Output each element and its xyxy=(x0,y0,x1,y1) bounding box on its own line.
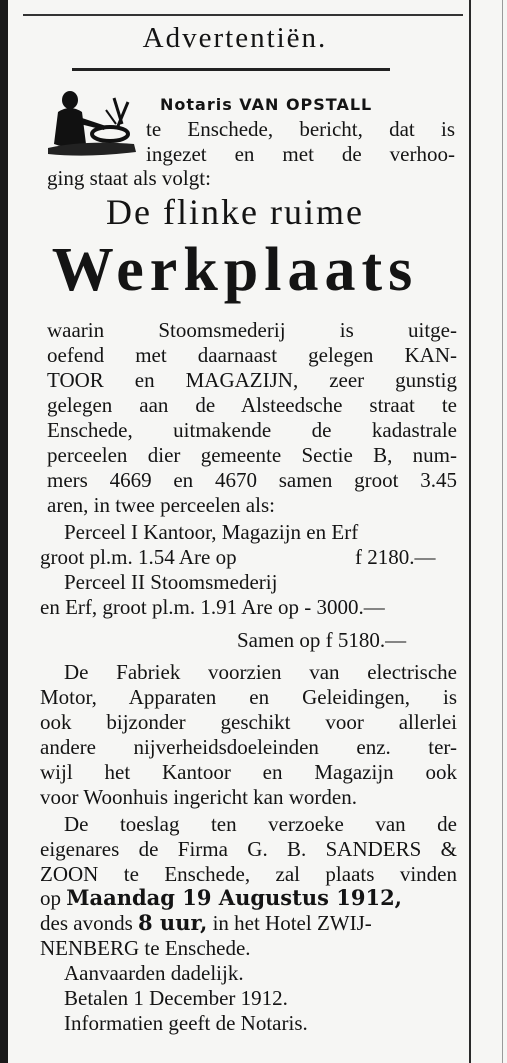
time-suffix: in het Hotel ZWIJ- xyxy=(212,911,372,935)
body-line: wijl het Kantoor en Magazijn ook xyxy=(40,760,457,784)
closing-line: Betalen 1 December 1912. xyxy=(64,986,288,1010)
column-rule-right-outer xyxy=(502,0,503,1063)
body-line: Enschede, uitmakende de kadastrale xyxy=(47,418,457,442)
perceel-2-line-a: Perceel II Stoomsmederij xyxy=(64,570,278,594)
auctioneer-illustration xyxy=(44,88,140,162)
body-line: oefend met daarnaast gelegen KAN- xyxy=(47,343,457,367)
notice-line-2: ingezet en met de verhoo- xyxy=(146,142,455,166)
body-line: TOOR en MAGAZIJN, zeer gunstig xyxy=(47,368,457,392)
time-prefix: des avonds xyxy=(40,911,133,935)
body-line: andere nijverheidsdoeleinden enz. ter- xyxy=(40,735,457,759)
auction-time: 8 uur, xyxy=(138,910,208,935)
column-rule-right xyxy=(469,0,471,1063)
closing-line: Aanvaarden dadelijk. xyxy=(64,961,244,985)
total-line: Samen op f 5180.— xyxy=(237,628,407,652)
body-line: mers 4669 en 4670 samen groot 3.45 xyxy=(47,468,457,492)
body-line: eigenares de Firma G. B. SANDERS & xyxy=(40,837,457,861)
top-rule xyxy=(23,14,463,16)
body-line: waarin Stoomsmederij is uitge- xyxy=(47,318,457,342)
column-rule-left xyxy=(0,0,8,1063)
auction-date-line xyxy=(40,886,402,910)
hotel-line: NENBERG te Enschede. xyxy=(40,936,251,960)
perceel-1-line-a: Perceel I Kantoor, Magazijn en Erf xyxy=(64,520,359,544)
notice-line-3: ging staat als volgt: xyxy=(47,166,211,190)
body-line: ZOON te Enschede, zal plaats vinden xyxy=(40,862,457,886)
date-prefix: op xyxy=(40,886,61,910)
notary-name: Notaris VAN OPSTALL xyxy=(160,95,373,114)
body-line: perceelen dier gemeente Sectie B, num- xyxy=(47,443,457,467)
perceel-2-line-b: en Erf, groot pl.m. 1.91 Are op - 3000.— xyxy=(40,595,385,619)
perceel-1-line-b: groot pl.m. 1.54 Are op xyxy=(40,545,237,569)
ad-title-main: Werkplaats xyxy=(51,236,419,304)
section-heading: Advertentiën. xyxy=(142,22,328,54)
ad-title-subline: De flinke ruime xyxy=(106,192,364,232)
auction-time-line xyxy=(40,911,372,935)
heading-separator xyxy=(72,68,390,71)
notice-line-1: te Enschede, bericht, dat is xyxy=(146,117,455,141)
closing-line: Informatien geeft de Notaris. xyxy=(64,1011,308,1035)
auction-date: Maandag 19 Augustus 1912, xyxy=(66,885,402,910)
perceel-1-amount: f 2180.— xyxy=(355,545,436,569)
body-line: gelegen aan de Alsteedsche straat te xyxy=(47,393,457,417)
body-line: ook bijzonder geschikt voor allerlei xyxy=(40,710,457,734)
body-line: aren, in twee perceelen als: xyxy=(47,493,275,517)
body-line: voor Woonhuis ingericht kan worden. xyxy=(40,785,357,809)
body-line: De toeslag ten verzoeke van de xyxy=(64,812,457,836)
body-line: De Fabriek voorzien van electrische xyxy=(64,660,457,684)
body-line: Motor, Apparaten en Geleidingen, is xyxy=(40,685,457,709)
